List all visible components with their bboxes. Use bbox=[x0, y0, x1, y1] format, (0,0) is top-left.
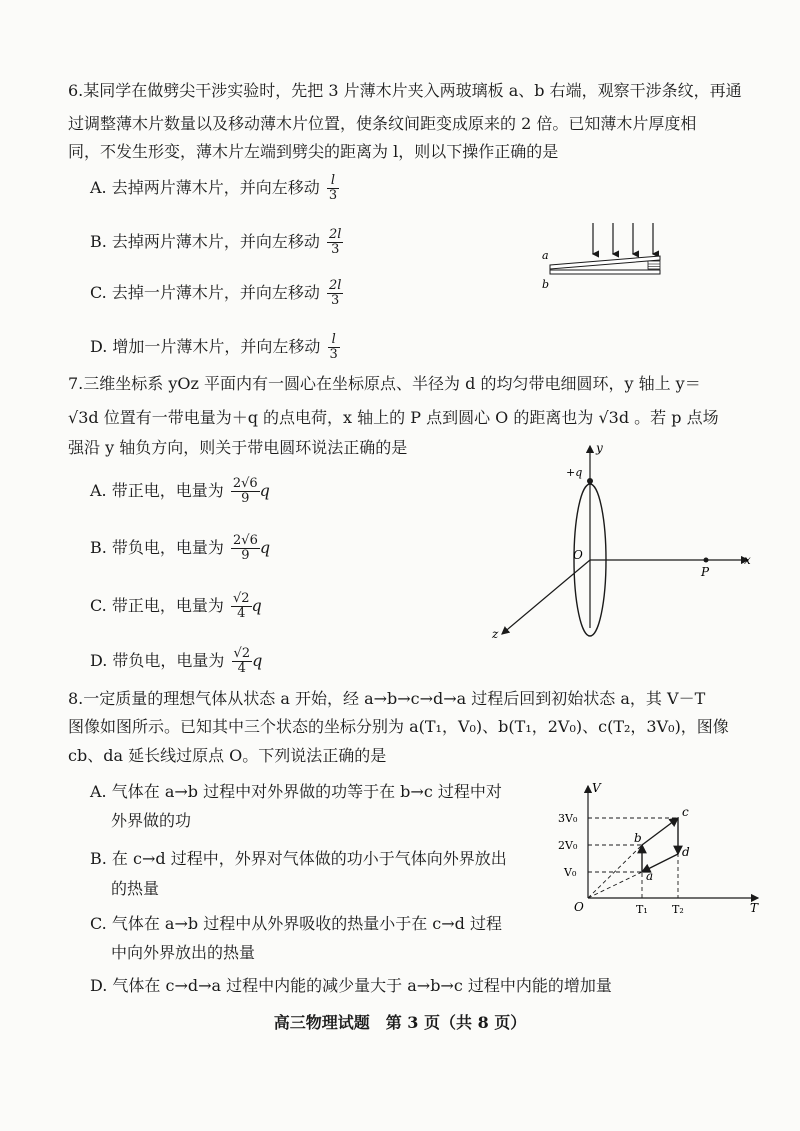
q7-stem-line-1: 7.三维坐标系 yOz 平面内有一圆心在坐标原点、半径为 d 的均匀带电细圆环，y 轴上 y＝ bbox=[68, 374, 701, 393]
point-p bbox=[704, 558, 709, 563]
q8-option-b-cont: 的热量 bbox=[111, 879, 160, 898]
q8-stem-line-2: 图像如图所示。已知其中三个状态的坐标分别为 a(T₁，V₀)、b(T₁，2V₀)、c(T₂，3V₀)，图像 bbox=[68, 717, 729, 736]
q6-option-b: B. 去掉两片薄木片，并向左移动 $\frac{2l}{3}$ bbox=[90, 227, 342, 257]
label-a: a bbox=[542, 249, 549, 262]
q8-option-a-cont: 外界做的功 bbox=[111, 811, 192, 830]
q7-option-c: C. 带正电，电量为 $\frac{√2}{4}$ q bbox=[90, 591, 262, 621]
extension-oa bbox=[588, 872, 642, 898]
point-charge bbox=[587, 478, 593, 484]
q8-option-c: C. 气体在 a→b 过程中从外界吸收的热量小于在 c→d 过程 bbox=[90, 914, 502, 933]
q6-stem-line-2: 过调整薄木片数量以及移动薄木片位置，使条纹间距变成原来的 2 倍。已知薄木片厚度相 bbox=[68, 114, 697, 133]
label-d: d bbox=[682, 845, 690, 859]
q8-vt-figure bbox=[548, 780, 768, 920]
q8-option-a: A. 气体在 a→b 过程中对外界做的功等于在 b→c 过程中对 bbox=[90, 782, 502, 801]
q7-stem-line-3: 强沿 y 轴负方向，则关于带电圆环说法正确的是 bbox=[68, 438, 408, 457]
label-t: T bbox=[750, 901, 759, 915]
label-x: x bbox=[744, 553, 751, 567]
q7-option-a: A. 带正电，电量为 $\frac{2√6}{9}$ q bbox=[90, 476, 270, 506]
q7-option-b: B. 带负电，电量为 $\frac{2√6}{9}$ q bbox=[90, 533, 271, 563]
q6-option-c: C. 去掉一片薄木片，并向左移动 $\frac{2l}{3}$ bbox=[90, 278, 342, 308]
label-3v0: 3V₀ bbox=[558, 812, 578, 825]
z-axis bbox=[502, 560, 590, 634]
q6-option-a: A. 去掉两片薄木片，并向左移动 $\frac{l}{3}$ bbox=[90, 173, 338, 203]
glass-plate-a bbox=[550, 256, 660, 269]
q8-option-d: D. 气体在 c→d→a 过程中内能的减少量大于 a→b→c 过程中内能的增加量 bbox=[90, 976, 612, 995]
label-p: P bbox=[701, 565, 710, 579]
label-2v0: 2V₀ bbox=[558, 839, 578, 852]
label-charge: +q bbox=[566, 466, 583, 479]
label-o: O bbox=[573, 548, 583, 562]
label-o: O bbox=[574, 900, 584, 914]
q7-ring-figure bbox=[480, 438, 760, 643]
q6-stem-line-1: 6.某同学在做劈尖干涉实验时，先把 3 片薄木片夹入两玻璃板 a、b 右端，观察干涉条纹，再通 bbox=[68, 81, 742, 100]
label-v0: V₀ bbox=[564, 866, 577, 879]
q8-stem-line-3: cb、da 延长线过原点 O。下列说法正确的是 bbox=[68, 746, 387, 765]
label-z: z bbox=[492, 627, 499, 641]
label-a: a bbox=[646, 869, 654, 883]
page-footer: 高三物理试题 第 3 页（共 8 页） bbox=[273, 1013, 527, 1032]
q8-stem-line-1: 8.一定质量的理想气体从状态 a 开始，经 a→b→c→d→a 过程后回到初始状态 a，其 V－T bbox=[68, 689, 706, 708]
label-v: V bbox=[592, 781, 601, 795]
label-y: y bbox=[596, 441, 603, 455]
label-t1: T₁ bbox=[636, 903, 648, 916]
label-t2: T₂ bbox=[672, 903, 684, 916]
q8-option-c-cont: 中向外界放出的热量 bbox=[111, 943, 256, 962]
q7-option-d: D. 带负电，电量为 $\frac{√2}{4}$ q bbox=[90, 646, 263, 676]
label-b: b bbox=[542, 278, 550, 291]
wood-chips bbox=[648, 261, 660, 269]
q6-option-d: D. 增加一片薄木片，并向左移动 $\frac{l}{3}$ bbox=[90, 332, 338, 362]
q6-wedge-figure bbox=[530, 220, 680, 295]
process-bc bbox=[642, 818, 678, 845]
glass-plate-b bbox=[550, 270, 660, 274]
extension-ob bbox=[588, 845, 642, 898]
q6-stem-line-3: 同，不发生形变，薄木片左端到劈尖的距离为 l，则以下操作正确的是 bbox=[68, 142, 559, 161]
label-c: c bbox=[682, 805, 689, 819]
q8-option-b: B. 在 c→d 过程中，外界对气体做的功小于气体向外界放出 bbox=[90, 849, 507, 868]
q7-stem-line-2: √3d 位置有一带电量为＋q 的点电荷，x 轴上的 P 点到圆心 O 的距离也为 √3d 。若 p 点场 bbox=[68, 408, 719, 427]
label-b: b bbox=[634, 831, 642, 845]
